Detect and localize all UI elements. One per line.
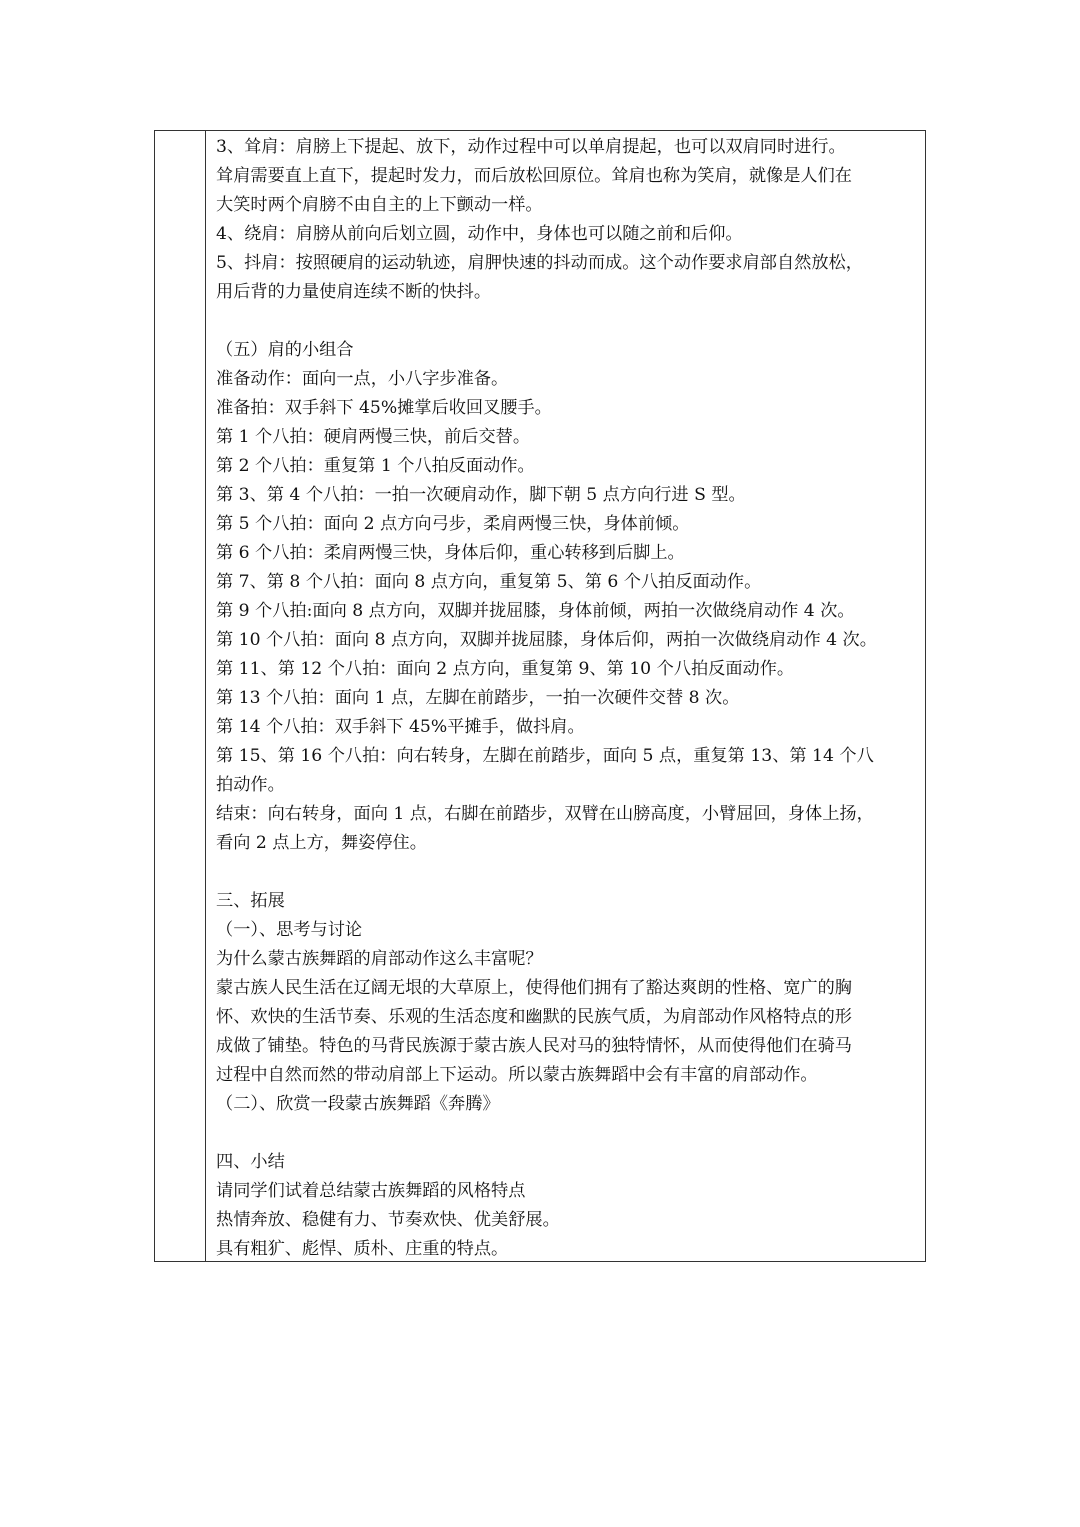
- text-line: 拍动作。: [216, 775, 285, 795]
- text-line: 3、耸肩：肩膀上下提起、放下，动作过程中可以单肩提起，也可以双肩同时进行。: [216, 137, 846, 157]
- table-left-column: [155, 131, 206, 1261]
- text-line: 成做了铺垫。特色的马背民族源于蒙古族人民对马的独特情怀，从而使得他们在骑马: [216, 1036, 852, 1056]
- content-table: [154, 130, 926, 1262]
- text-line: 三、拓展: [216, 891, 285, 911]
- text-line: 四、小结: [216, 1152, 285, 1172]
- blank-line: [216, 858, 917, 887]
- text-line: 第 7、第 8 个八拍：面向 8 点方向，重复第 5、第 6 个八拍反面动作。: [216, 572, 762, 592]
- text-line: （二）、欣赏一段蒙古族舞蹈《奔腾》: [216, 1094, 500, 1114]
- text-line: 第 9 个八拍:面向 8 点方向，双脚并拢屈膝，身体前倾，两拍一次做绕肩动作 4 次。: [216, 601, 855, 621]
- text-line: 为什么蒙古族舞蹈的肩部动作这么丰富呢？: [216, 949, 543, 969]
- text-line: 5、抖肩：按照硬肩的运动轨迹，肩胛快速的抖动而成。这个动作要求肩部自然放松，: [216, 253, 863, 273]
- text-line: 具有粗犷、彪悍、质朴、庄重的特点。: [216, 1239, 509, 1259]
- text-line: （五）肩的小组合: [216, 340, 354, 360]
- text-line: 用后背的力量使肩连续不断的快抖。: [216, 282, 492, 302]
- text-line: 准备动作：面向一点，小八字步准备。: [216, 369, 509, 389]
- table-content-cell: [206, 131, 925, 1261]
- text-line: 怀、欢快的生活节奏、乐观的生活态度和幽默的民族气质，为肩部动作风格特点的形: [216, 1007, 852, 1027]
- text-line: （一）、思考与讨论: [216, 920, 363, 940]
- text-line: 第 6 个八拍：柔肩两慢三快，身体后仰，重心转移到后脚上。: [216, 543, 685, 563]
- text-line: 第 1 个八拍：硬肩两慢三快，前后交替。: [216, 427, 531, 447]
- text-line: 4、绕肩：肩膀从前向后划立圆，动作中，身体也可以随之前和后仰。: [216, 224, 743, 244]
- text-line: 第 3、第 4 个八拍：一拍一次硬肩动作，脚下朝 5 点方向行进 S 型。: [216, 485, 746, 505]
- text-line: 看向 2 点上方，舞姿停住。: [216, 833, 427, 853]
- text-line: 第 11、第 12 个八拍：面向 2 点方向，重复第 9、第 10 个八拍反面动作。: [216, 659, 795, 679]
- text-line: 准备拍：双手斜下 45%摊掌后收回叉腰手。: [216, 398, 552, 418]
- text-line: 热情奔放、稳健有力、节奏欢快、优美舒展。: [216, 1210, 560, 1230]
- text-line: 耸肩需要直上直下，提起时发力，而后放松回原位。耸肩也称为笑肩，就像是人们在: [216, 166, 852, 186]
- text-line: 蒙古族人民生活在辽阔无垠的大草原上，使得他们拥有了豁达爽朗的性格、宽广的胸: [216, 978, 852, 998]
- text-line: 大笑时两个肩膀不由自主的上下颤动一样。: [216, 195, 543, 215]
- blank-line: [216, 307, 917, 336]
- text-line: 结束：向右转身，面向 1 点，右脚在前踏步，双臂在山膀高度，小臂屈回，身体上扬，: [216, 804, 874, 824]
- text-line: 第 2 个八拍：重复第 1 个八拍反面动作。: [216, 456, 535, 476]
- text-line: 请同学们试着总结蒙古族舞蹈的风格特点: [216, 1181, 526, 1201]
- text-line: 第 5 个八拍：面向 2 点方向弓步，柔肩两慢三快，身体前倾。: [216, 514, 690, 534]
- text-line: 过程中自然而然的带动肩部上下运动。所以蒙古族舞蹈中会有丰富的肩部动作。: [216, 1065, 818, 1085]
- text-line: 第 13 个八拍：面向 1 点，左脚在前踏步，一拍一次硬件交替 8 次。: [216, 688, 740, 708]
- text-line: 第 15、第 16 个八拍：向右转身，左脚在前踏步，面向 5 点，重复第 13、第 14 个八: [216, 746, 874, 766]
- text-line: 第 14 个八拍：双手斜下 45%平摊手，做抖肩。: [216, 717, 585, 737]
- blank-line: [216, 1119, 917, 1148]
- text-line: 第 10 个八拍：面向 8 点方向，双脚并拢屈膝，身体后仰，两拍一次做绕肩动作 4 次。: [216, 630, 877, 650]
